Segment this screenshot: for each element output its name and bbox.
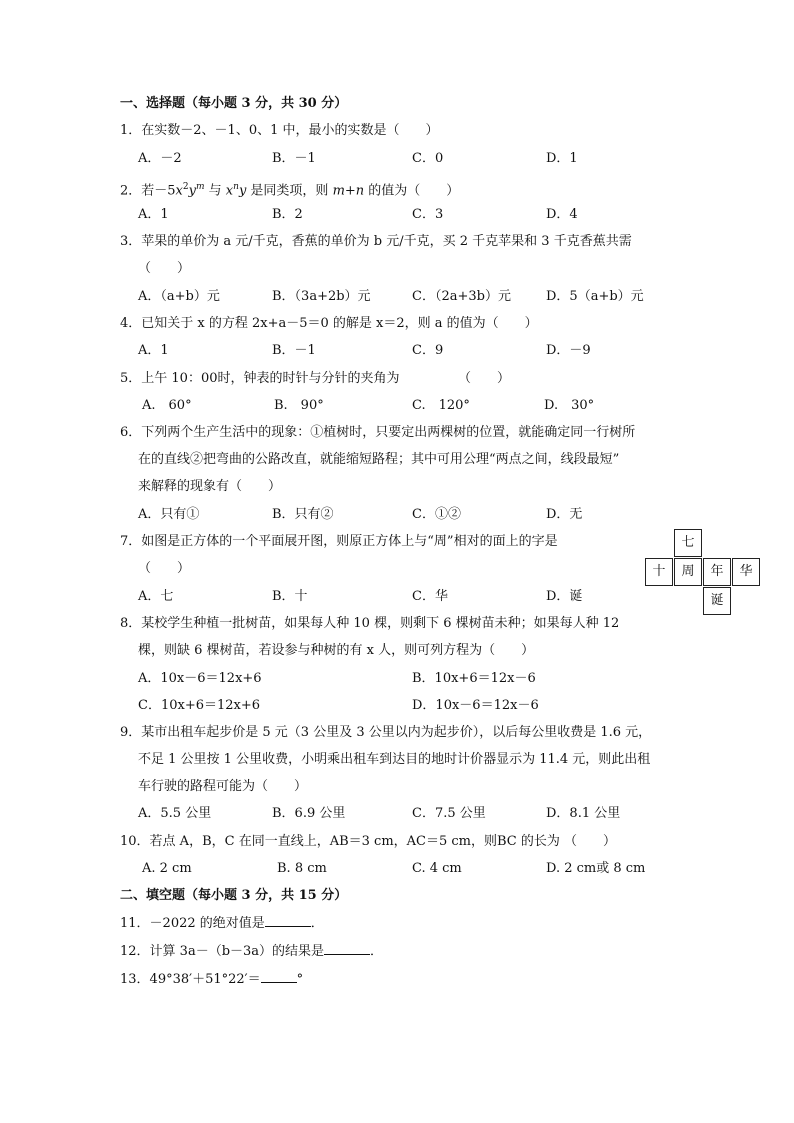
q9-stem-line1: 9．某市出租车起步价是 5 元（3 公里及 3 公里以内为起步价），以后每公里收费是 1.6 元， bbox=[120, 725, 652, 740]
net-cell-3: 年 bbox=[703, 558, 731, 586]
q9-stem-line3: 车行驶的路程可能为（ ） bbox=[138, 779, 308, 794]
q9-option-a: A．5.5 公里 bbox=[138, 806, 212, 821]
cube-net-figure bbox=[645, 529, 761, 616]
net-cell-top: 七 bbox=[674, 529, 702, 557]
q9-stem-line2: 不足 1 公里按 1 公里收费，小明乘出租车到达目的地时计价器显示为 11.4 元，则此出租 bbox=[138, 752, 651, 767]
q8-option-c: C．10x+6＝12x+6 bbox=[138, 698, 261, 713]
q5-option-a: A. 60° bbox=[142, 398, 192, 413]
q10-stem: 10．若点 A，B，C 在同一直线上，AB＝3 cm，AC＝5 cm，则BC 的长为 （ ） bbox=[120, 834, 616, 849]
q4-option-c: C．9 bbox=[412, 343, 444, 358]
q9-option-c: C．7.5 公里 bbox=[412, 806, 486, 821]
q1-option-c: C．0 bbox=[412, 151, 444, 166]
q13-blank bbox=[261, 970, 297, 983]
q7-option-a: A．七 bbox=[138, 589, 174, 604]
q4-option-d: D．－9 bbox=[546, 343, 591, 358]
q5-stem: 5．上午 10：00时，钟表的时针与分针的夹角为 （ ） bbox=[120, 371, 510, 386]
q11: 11．－2022 的绝对值是 ． bbox=[120, 916, 324, 931]
q13: 13．49°38′＋51°22′＝ ° bbox=[120, 972, 304, 987]
q3-stem-line2: （ ） bbox=[138, 261, 191, 276]
q3-option-d: D．5（a+b）元 bbox=[546, 289, 644, 304]
q3-option-a: A．（a+b）元 bbox=[138, 289, 220, 304]
section-title-fill: 二、填空题（每小题 3 分，共 15 分） bbox=[120, 888, 348, 903]
q2-stem: 2．若$-5x^2y^m$ 与 $x^ny$ 是同类项，则 m+n 的值为（ ） bbox=[120, 182, 460, 199]
section-title-choice: 一、选择题（每小题 3 分，共 30 分） bbox=[120, 96, 348, 111]
q7-option-b: B．十 bbox=[272, 589, 308, 604]
q3-option-c: C．（2a+3b）元 bbox=[412, 289, 511, 304]
q6-stem-line2: 在的直线②把弯曲的公路改直，就能缩短路程；其中可用公理“两点之间，线段最短” bbox=[138, 452, 620, 467]
q9-option-b: B．6.9 公里 bbox=[272, 806, 346, 821]
q2-option-c: C．3 bbox=[412, 207, 444, 222]
q5-option-b: B. 90° bbox=[274, 398, 324, 413]
q10-option-d: D. 2 cm或 8 cm bbox=[546, 861, 646, 876]
net-cell-bottom: 诞 bbox=[703, 587, 731, 615]
q2-option-d: D．4 bbox=[546, 207, 578, 222]
q10-option-b: B. 8 cm bbox=[277, 861, 327, 876]
net-cell-2: 周 bbox=[674, 558, 702, 586]
q6-stem-line3: 来解释的现象有（ ） bbox=[138, 479, 282, 494]
q9-option-d: D．8.1 公里 bbox=[546, 806, 621, 821]
q1-option-a: A．－2 bbox=[138, 151, 182, 166]
q12: 12．计算 3a－（b－3a）的结果是 ． bbox=[120, 944, 384, 959]
net-cell-4: 华 bbox=[732, 558, 760, 586]
q4-option-b: B．－1 bbox=[272, 343, 316, 358]
q7-option-d: D．诞 bbox=[546, 589, 583, 604]
q2-option-a: A．1 bbox=[138, 207, 169, 222]
q12-blank bbox=[324, 942, 370, 955]
q8-option-d: D．10x－6＝12x－6 bbox=[412, 698, 539, 713]
q7-stem-line2: （ ） bbox=[138, 561, 191, 576]
q3-stem-line1: 3．苹果的单价为 a 元/千克，香蕉的单价为 b 元/千克，买 2 千克苹果和 3 千克香蕉共需 bbox=[120, 234, 632, 249]
q6-option-b: B．只有② bbox=[272, 507, 334, 522]
q3-option-b: B．（3a+2b）元 bbox=[272, 289, 371, 304]
q10-option-c: C. 4 cm bbox=[412, 861, 462, 876]
q8-option-b: B．10x+6＝12x－6 bbox=[412, 671, 536, 686]
q5-option-c: C. 120° bbox=[412, 398, 470, 413]
q5-option-d: D. 30° bbox=[544, 398, 595, 413]
q6-stem-line1: 6．下列两个生产生活中的现象：①植树时，只要定出两棵树的位置，就能确定同一行树所 bbox=[120, 425, 636, 440]
q6-option-c: C．①② bbox=[412, 507, 461, 522]
q10-option-a: A. 2 cm bbox=[142, 861, 192, 876]
q1-option-d: D．1 bbox=[546, 151, 578, 166]
q6-option-a: A．只有① bbox=[138, 507, 200, 522]
q8-option-a: A．10x－6＝12x+6 bbox=[138, 671, 262, 686]
q2-option-b: B．2 bbox=[272, 207, 303, 222]
q8-stem-line1: 8．某校学生种植一批树苗，如果每人种 10 棵，则剩下 6 棵树苗未种；如果每人种 12 bbox=[120, 616, 620, 631]
q7-option-c: C．华 bbox=[412, 589, 448, 604]
q1-option-b: B．－1 bbox=[272, 151, 316, 166]
q1-stem: 1．在实数－2、－1、0、1 中，最小的实数是（ ） bbox=[120, 123, 439, 138]
q7-stem-line1: 7．如图是正方体的一个平面展开图，则原正方体上与“周”相对的面上的字是 bbox=[120, 534, 558, 549]
q8-stem-line2: 棵，则缺 6 棵树苗，若设参与种树的有 x 人，则可列方程为（ ） bbox=[138, 643, 535, 658]
q4-option-a: A．1 bbox=[138, 343, 169, 358]
net-cell-1: 十 bbox=[645, 558, 673, 586]
q4-stem: 4．已知关于 x 的方程 2x+a－5＝0 的解是 x＝2，则 a 的值为（ ） bbox=[120, 316, 538, 331]
q6-option-d: D．无 bbox=[546, 507, 583, 522]
q11-blank bbox=[265, 914, 311, 927]
